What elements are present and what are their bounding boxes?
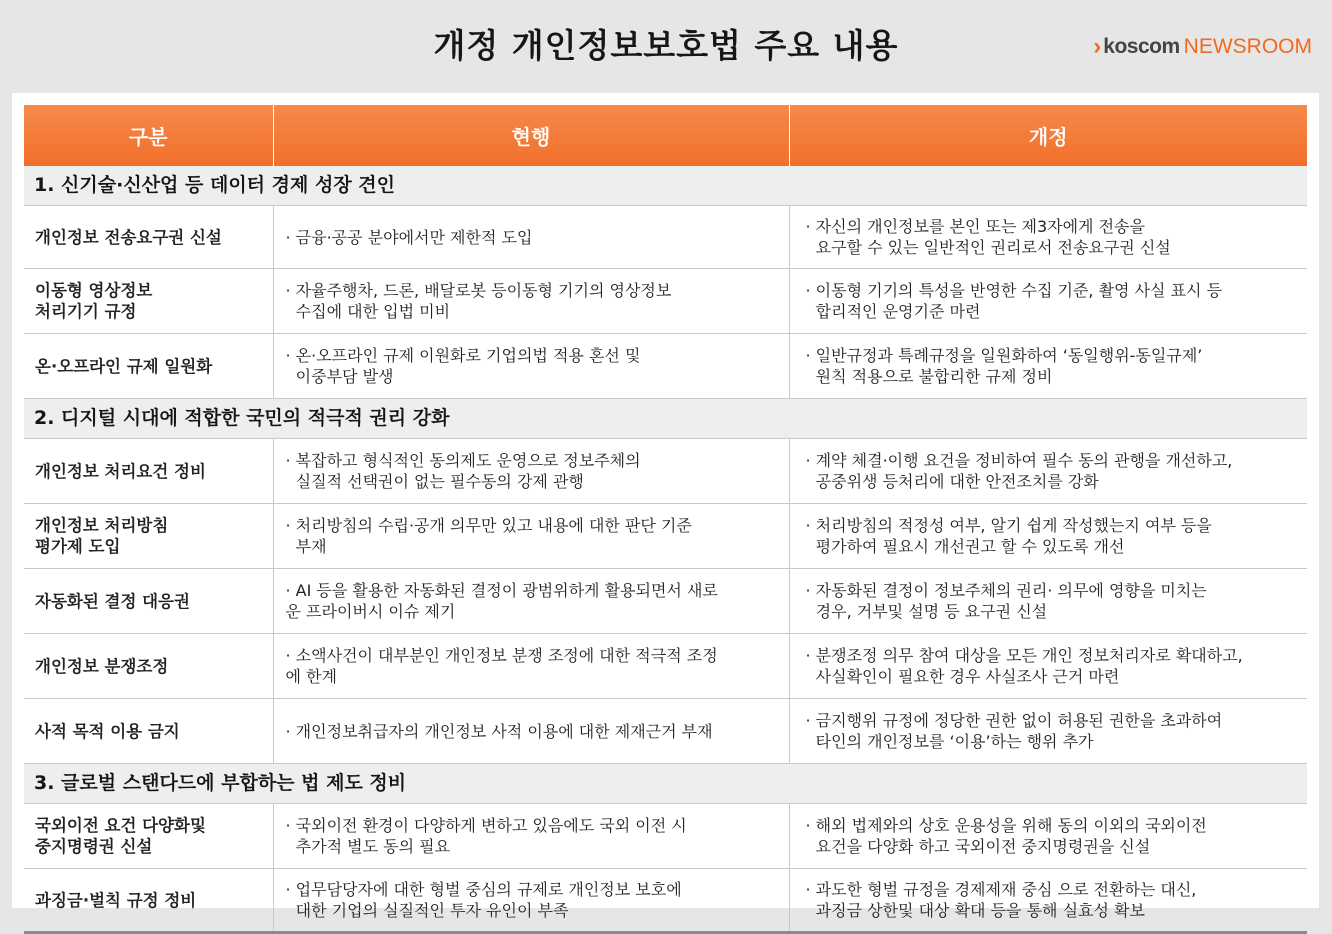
table-body [24, 166, 1307, 933]
current-cell: · 처리방침의 수립·공개 의무만 있고 내용에 대한 판단 기준 부재 [273, 504, 789, 569]
brand-name: koscom [1103, 35, 1180, 58]
item-cell: 이동형 영상정보 처리기기 규정 [24, 269, 273, 334]
section-heading-row [24, 764, 1307, 804]
brand-logo [1093, 33, 1312, 61]
current-cell: · 온·오프라인 규제 이원화로 기업의법 적용 혼선 및 이중부담 발생 [273, 334, 789, 399]
current-cell: · AI 등을 활용한 자동화된 결정이 광범위하게 활용되면서 새로 운 프라이버시 이슈 제기 [273, 569, 789, 634]
item-cell: 사적 목적 이용 금지 [24, 699, 273, 764]
current-cell: · 업무담당자에 대한 형벌 중심의 규제로 개인정보 보호에 대한 기업의 실질적인 투자 유인이 부족 [273, 869, 789, 933]
current-cell: · 복잡하고 형식적인 동의제도 운영으로 정보주체의 실질적 선택권이 없는 필수동의 강제 관행 [273, 439, 789, 504]
revised-cell: · 계약 체결·이행 요건을 정비하여 필수 동의 관행을 개선하고, 공중위생 등처리에 대한 안전조치를 강화 [789, 439, 1307, 504]
table-row [24, 206, 1307, 269]
comparison-table [24, 105, 1307, 934]
item-cell: 개인정보 전송요구권 신설 [24, 206, 273, 269]
page-title: 개정 개인정보보호법 주요 내용 [433, 26, 899, 65]
revised-cell: · 일반규정과 특례규정을 일원화하여 ‘동일행위-동일규제’ 원칙 적용으로 불합리한 규제 정비 [789, 334, 1307, 399]
table-header-row [24, 105, 1307, 166]
current-cell: · 자율주행차, 드론, 배달로봇 등이동형 기기의 영상정보 수집에 대한 입법 미비 [273, 269, 789, 334]
section-heading-row [24, 166, 1307, 206]
table-row [24, 439, 1307, 504]
revised-cell: · 자동화된 결정이 정보주체의 권리· 의무에 영향을 미치는 경우, 거부및 설명 등 요구권 신설 [789, 569, 1307, 634]
table-row [24, 269, 1307, 334]
section-heading: 3. 글로벌 스탠다드에 부합하는 법 제도 정비 [24, 764, 1307, 804]
table-row [24, 334, 1307, 399]
current-cell: · 국외이전 환경이 다양하게 변하고 있음에도 국외 이전 시 추가적 별도 동의 필요 [273, 804, 789, 869]
table-row [24, 634, 1307, 699]
item-cell: 과징금·벌칙 규정 정비 [24, 869, 273, 933]
header-revised: 개정 [789, 105, 1307, 166]
revised-cell: · 이동형 기기의 특성을 반영한 수집 기준, 촬영 사실 표시 등 합리적인 운영기준 마련 [789, 269, 1307, 334]
header-category: 구분 [24, 105, 273, 166]
item-cell: 온·오프라인 규제 일원화 [24, 334, 273, 399]
current-cell: · 소액사건이 대부분인 개인정보 분쟁 조정에 대한 적극적 조정 에 한계 [273, 634, 789, 699]
table-row [24, 504, 1307, 569]
table-row [24, 804, 1307, 869]
revised-cell: · 자신의 개인정보를 본인 또는 제3자에게 전송을 요구할 수 있는 일반적인 권리로서 전송요구권 신설 [789, 206, 1307, 269]
chevron-logo-icon: › [1093, 33, 1102, 60]
content-panel [12, 93, 1319, 920]
item-cell: 개인정보 분쟁조정 [24, 634, 273, 699]
item-cell: 개인정보 처리방침 평가제 도입 [24, 504, 273, 569]
revised-cell: · 처리방침의 적정성 여부, 알기 쉽게 작성했는지 여부 등을 평가하여 필요시 개선권고 할 수 있도록 개선 [789, 504, 1307, 569]
revised-cell: · 과도한 형벌 규정을 경제제재 중심 으로 전환하는 대신, 과징금 상한및 대상 확대 등을 통해 실효성 확보 [789, 869, 1307, 933]
item-cell: 자동화된 결정 대응권 [24, 569, 273, 634]
header-current: 현행 [273, 105, 789, 166]
revised-cell: · 해외 법제와의 상호 운용성을 위해 동의 이외의 국외이전 요건을 다양화 하고 국외이전 중지명령권을 신설 [789, 804, 1307, 869]
revised-cell: · 분쟁조정 의무 참여 대상을 모든 개인 정보처리자로 확대하고, 사실확인이 필요한 경우 사실조사 근거 마련 [789, 634, 1307, 699]
item-cell: 국외이전 요건 다양화및 중지명령권 신설 [24, 804, 273, 869]
current-cell: · 금융·공공 분야에서만 제한적 도입 [273, 206, 789, 269]
table-row [24, 699, 1307, 764]
section-heading: 1. 신기술·신산업 등 데이터 경제 성장 견인 [24, 166, 1307, 206]
current-cell: · 개인정보취급자의 개인정보 사적 이용에 대한 제재근거 부재 [273, 699, 789, 764]
section-heading: 2. 디지털 시대에 적합한 국민의 적극적 권리 강화 [24, 399, 1307, 439]
item-cell: 개인정보 처리요건 정비 [24, 439, 273, 504]
section-heading-row [24, 399, 1307, 439]
table-row [24, 569, 1307, 634]
revised-cell: · 금지행위 규정에 정당한 권한 없이 허용된 권한을 초과하여 타인의 개인정보를 ‘이용’하는 행위 추가 [789, 699, 1307, 764]
brand-newsroom: NEWSROOM [1183, 35, 1312, 58]
